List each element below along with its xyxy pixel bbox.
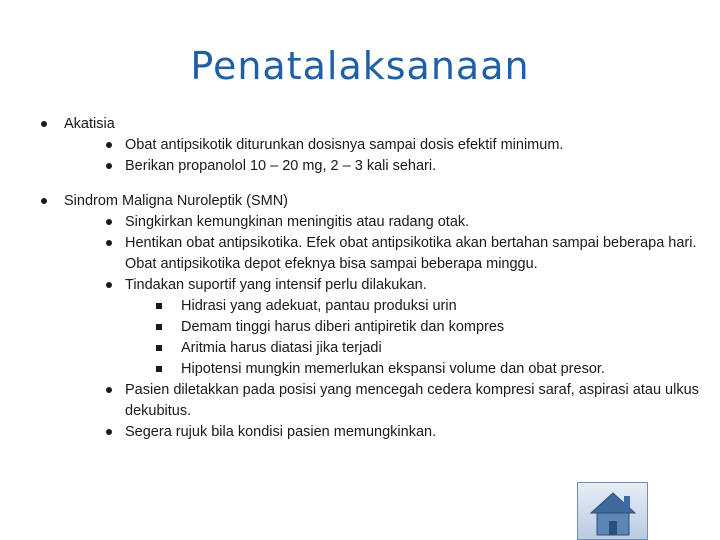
list-item: Obat antipsikotik diturunkan dosisnya sampai dosis efektif minimum. (36, 135, 708, 156)
section-smn (36, 191, 708, 443)
list-item: Hentikan obat antipsikotika. Efek obat antipsikotika akan bertahan sampai beberapa hari. Obat antipsikotika depot efeknya bisa sampai beberapa minggu. (36, 233, 708, 275)
home-icon (588, 489, 638, 537)
section-akatisia (36, 114, 708, 177)
sub-list-item: Demam tinggi harus diberi antipiretik dan kompres (36, 317, 708, 338)
sub-list-item: Hidrasi yang adekuat, pantau produksi urin (36, 296, 708, 317)
home-button[interactable] (577, 482, 648, 540)
list-item: Berikan propanolol 10 – 20 mg, 2 – 3 kali sehari. (36, 156, 708, 177)
sub-list-item: Aritmia harus diatasi jika terjadi (36, 338, 708, 359)
section-label: Sindrom Maligna Nuroleptik (SMN) (64, 193, 289, 209)
bullet-list (36, 114, 708, 443)
sub-list-item: Hipotensi mungkin memerlukan ekspansi volume dan obat presor. (36, 359, 708, 380)
list-item: Segera rujuk bila kondisi pasien memungkinkan. (36, 422, 708, 443)
page-title: Penatalaksanaan (190, 44, 530, 88)
list-item: Pasien diletakkan pada posisi yang mencegah cedera kompresi saraf, aspirasi atau ulkus dekubitus. (36, 380, 708, 422)
section-label: Akatisia (64, 116, 115, 132)
list-item: Singkirkan kemungkinan meningitis atau radang otak. (36, 212, 708, 233)
list-item: Tindakan suportif yang intensif perlu dilakukan. (36, 275, 708, 296)
